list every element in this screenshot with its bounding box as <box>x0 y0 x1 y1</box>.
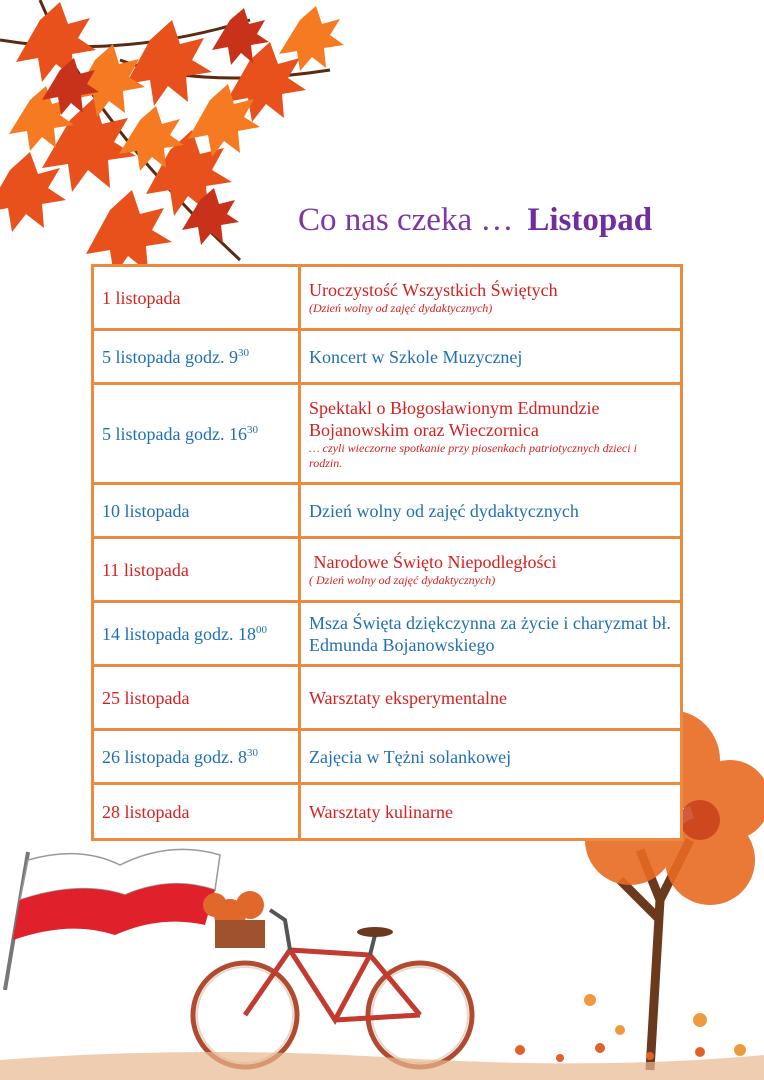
event-title <box>300 784 682 840</box>
event-date <box>93 730 300 784</box>
date-text: 11 listopada <box>102 559 189 580</box>
title-text: Spektakl o Błogosławionym Edmundzie Bojanowskim oraz Wieczornica <box>309 397 600 440</box>
title-text: Narodowe Święto Niepodległości <box>309 552 557 572</box>
title-month: Listopad <box>527 202 653 238</box>
event-date <box>93 330 300 384</box>
date-text: 25 listopada <box>102 687 190 708</box>
event-title <box>300 484 682 538</box>
event-title <box>300 730 682 784</box>
event-title <box>300 666 682 730</box>
time-superscript: 30 <box>246 746 258 759</box>
event-note: (Dzień wolny od zajęć dydaktycznych) <box>309 301 493 315</box>
table-row <box>93 384 682 484</box>
time-superscript: 30 <box>237 346 249 359</box>
date-text: 5 listopada godz. 16 <box>102 423 247 444</box>
title-text: Warsztaty kulinarne <box>309 801 453 822</box>
title-text: Msza Święta dziękczynna za życie i charyzmat bł. Edmunda Bojanowskiego <box>309 612 671 655</box>
date-text: 26 listopada godz. 8 <box>102 746 247 767</box>
event-date <box>93 484 300 538</box>
table-row <box>93 266 682 330</box>
date-text: 14 listopada godz. 18 <box>102 623 256 644</box>
title-text: Uroczystość Wszystkich Świętych <box>309 280 558 300</box>
table-row <box>93 784 682 840</box>
event-date <box>93 784 300 840</box>
event-date <box>93 602 300 666</box>
event-title <box>300 538 682 602</box>
ground-leaves-illustration <box>0 1030 764 1080</box>
title-text: Warsztaty eksperymentalne <box>309 687 507 708</box>
page-title <box>298 198 728 242</box>
table-row <box>93 330 682 384</box>
table-row <box>93 730 682 784</box>
event-title <box>300 330 682 384</box>
time-superscript: 30 <box>246 423 258 436</box>
event-date <box>93 666 300 730</box>
title-text: Dzień wolny od zajęć dydaktycznych <box>309 500 579 521</box>
date-text: 10 listopada <box>102 500 190 521</box>
table-row <box>93 484 682 538</box>
event-title <box>300 384 682 484</box>
autumn-leaves-illustration <box>0 0 380 290</box>
event-note: ( Dzień wolny od zajęć dydaktycznych) <box>309 573 496 587</box>
date-text: 28 listopada <box>102 801 190 822</box>
time-superscript: 00 <box>255 623 267 636</box>
title-text: Zajęcia w Tężni solankowej <box>309 746 512 767</box>
date-text: 5 listopada godz. 9 <box>102 346 238 367</box>
event-date <box>93 538 300 602</box>
event-schedule-table <box>91 264 683 841</box>
title-text: Koncert w Szkole Muzycznej <box>309 346 523 367</box>
event-title <box>300 266 682 330</box>
title-prefix: Co nas czeka … <box>298 202 514 238</box>
event-date <box>93 266 300 330</box>
date-text: 1 listopada <box>102 287 181 308</box>
table-row <box>93 602 682 666</box>
table-row <box>93 538 682 602</box>
event-note: … czyli wieczorne spotkanie przy piosenkach patriotycznych dzieci i rodzin. <box>309 440 637 470</box>
event-title <box>300 602 682 666</box>
event-date <box>93 384 300 484</box>
table-row <box>93 666 682 730</box>
